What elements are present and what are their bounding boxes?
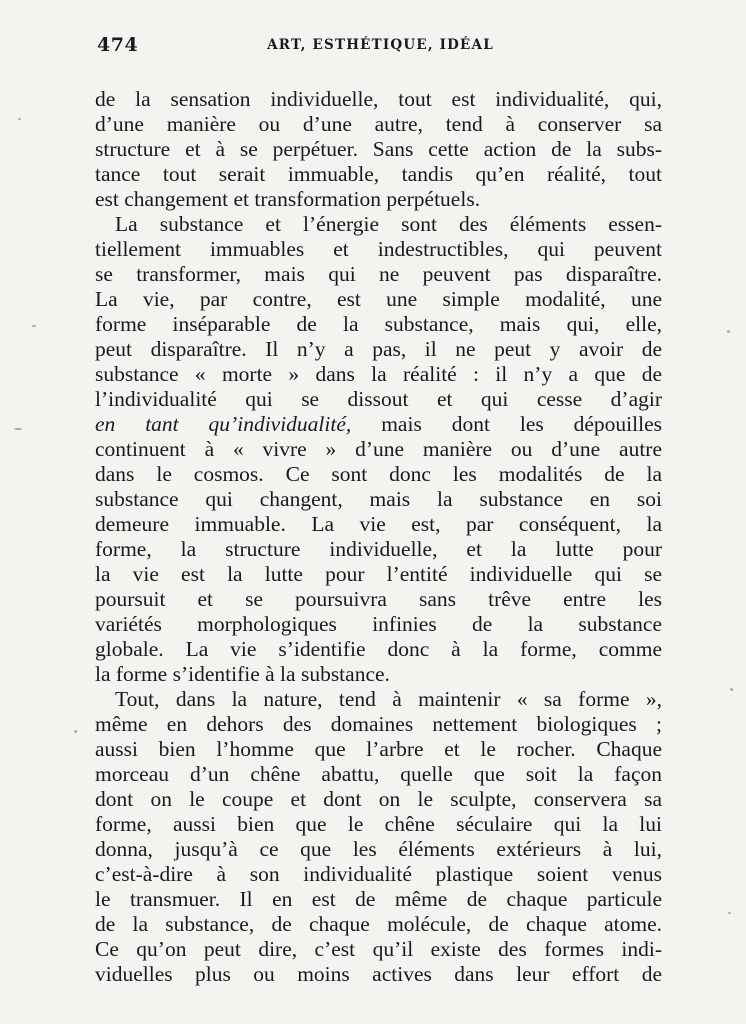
paper-speck <box>728 912 731 914</box>
text-line: viduelles plus ou moins actives dans leur effort de <box>95 962 662 986</box>
text-line: demeure immuable. La vie est, par conséquent, la <box>95 512 662 536</box>
text-line: même en dehors des domaines nettement biologiques ; <box>95 712 662 736</box>
text-line-with-italic <box>95 412 662 437</box>
text-line: donna, jusqu’à ce que les éléments extérieurs à lui, <box>95 837 662 861</box>
text-line: morceau d’un chêne abattu, quelle que soit la façon <box>95 762 662 786</box>
text-line: structure et à se perpétuer. Sans cette action de la subs- <box>95 137 662 161</box>
text-line: forme, aussi bien que le chêne séculaire qui la lui <box>95 812 662 836</box>
italic-phrase: en tant qu’individualité, <box>95 412 352 436</box>
text-line: la forme s’identifie à la substance. <box>95 662 390 686</box>
paper-speck <box>18 118 21 120</box>
text-line: le transmuer. Il en est de même de chaque particule <box>95 887 662 911</box>
text-line: continuent à « vivre » d’une manière ou d’une autre <box>95 437 662 461</box>
text-line: la vie est la lutte pour l’entité individuelle qui se <box>95 562 662 586</box>
page-header <box>97 34 664 56</box>
text-line: l’individualité qui se dissout et qui cesse d’agir <box>95 387 662 411</box>
text-line: poursuit et se poursuivra sans trêve entre les <box>95 587 662 611</box>
text-line: substance qui changent, mais la substance en soi <box>95 487 662 511</box>
text-line: de la sensation individuelle, tout est individualité, qui, <box>95 87 662 111</box>
text-line: forme, la structure individuelle, et la lutte pour <box>95 537 662 561</box>
text-line: globale. La vie s’identifie donc à la forme, comme <box>95 637 662 661</box>
text-line: forme inséparable de la substance, mais qui, elle, <box>95 312 662 336</box>
paper-speck <box>730 688 733 691</box>
text-line: Ce qu’on peut dire, c’est qu’il existe des formes indi- <box>95 937 662 961</box>
paper-speck <box>74 730 77 733</box>
text-line: tance tout serait immuable, tandis qu’en réalité, tout <box>95 162 662 186</box>
text-line: de la substance, de chaque molécule, de chaque atome. <box>95 912 662 936</box>
text-line: substance « morte » dans la réalité : il n’y a que de <box>95 362 662 386</box>
text-line: peut disparaître. Il n’y a pas, il ne peut y avoir de <box>95 337 662 361</box>
text-line: d’une manière ou d’une autre, tend à conserver sa <box>95 112 662 136</box>
paper-speck <box>32 325 36 327</box>
paper-speck <box>727 330 730 333</box>
text-line: Tout, dans la nature, tend à maintenir « sa forme », <box>115 687 662 711</box>
text-line: variétés morphologiques infinies de la substance <box>95 612 662 636</box>
text-line-rest: mais dont les dépouilles <box>381 412 663 436</box>
paper-speck <box>14 428 22 430</box>
text-line: aussi bien l’homme que l’arbre et le rocher. Chaque <box>95 737 662 761</box>
running-head: ART, ESTHÉTIQUE, IDÉAL <box>267 37 494 53</box>
text-line: se transformer, mais qui ne peuvent pas disparaître. <box>95 262 662 286</box>
text-line: c’est-à-dire à son individualité plastique soient venus <box>95 862 662 886</box>
body-text <box>95 87 662 987</box>
text-line: dans le cosmos. Ce sont donc les modalités de la <box>95 462 662 486</box>
text-line: est changement et transformation perpétuels. <box>95 187 481 211</box>
text-line: La vie, par contre, est une simple modalité, une <box>95 287 662 311</box>
text-line: dont on le coupe et dont on le sculpte, conservera sa <box>95 787 662 811</box>
text-line: tiellement immuables et indestructibles, qui peuvent <box>95 237 662 261</box>
text-line: La substance et l’énergie sont des éléments essen- <box>115 212 662 236</box>
page-number: 474 <box>97 34 139 56</box>
